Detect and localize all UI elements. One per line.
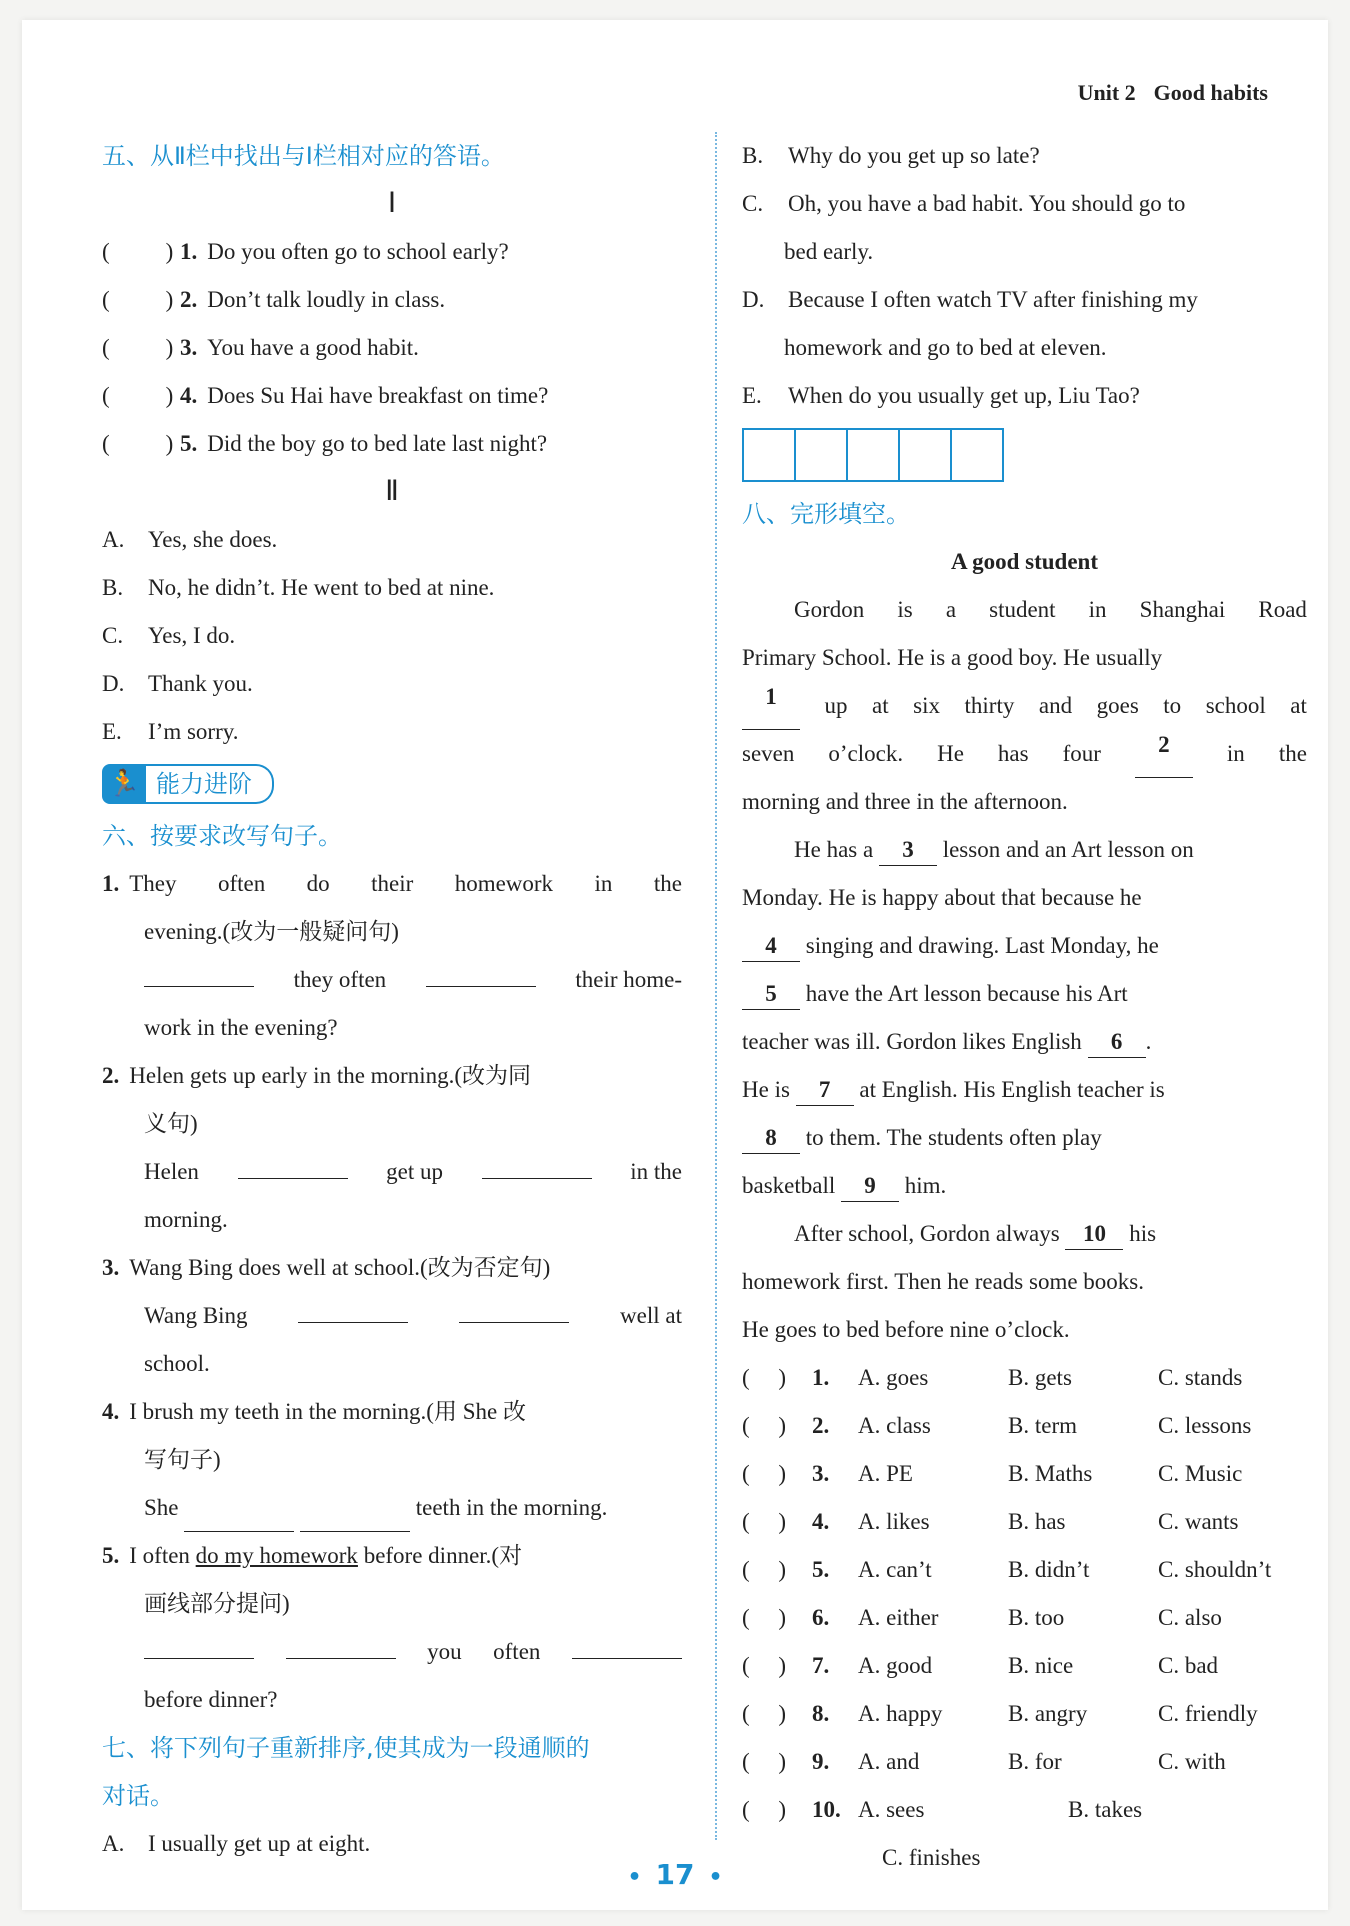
fill-blank[interactable]: [572, 1628, 682, 1659]
answer-blank[interactable]: ( ): [742, 1557, 787, 1582]
page-number: • 17 •: [627, 1858, 723, 1891]
section-5-title: 五、从Ⅱ栏中找出与Ⅰ栏相对应的答语。: [102, 142, 505, 170]
left-column: [102, 132, 682, 1868]
choice-row-cont: C. finishes: [882, 1845, 981, 1870]
section-7-title-cont: 对话。: [102, 1782, 174, 1810]
order-box[interactable]: [952, 428, 1004, 482]
gap-10[interactable]: 10: [1065, 1219, 1123, 1250]
answer-option: A. Yes, she does.: [102, 527, 278, 552]
answer-line: work in the evening?: [144, 1015, 338, 1040]
story-paragraph-2: He has a 3 lesson and an Art lesson on Monday. He is happy about that because he 4 singing and drawing. Last Monday, he 5 have the Art lesson because his Art teacher was ill. Gordon likes English 6 . He is 7 at English. His English teacher is 8 to them. The students often play basketball 9 him.: [742, 826, 1307, 1210]
question-line: 3. Wang Bing does well at school.(改为否定句): [102, 1255, 551, 1280]
unit-title: Good habits: [1153, 80, 1268, 105]
story-title: A good student: [951, 549, 1098, 574]
gap-8[interactable]: 8: [742, 1123, 800, 1154]
matching-item: ( ) 1. Do you often go to school early?: [102, 228, 682, 276]
fill-blank[interactable]: [300, 1501, 410, 1532]
answer-line: She teeth in the morning.: [102, 1484, 682, 1532]
answer-blank[interactable]: ( ): [742, 1701, 787, 1726]
order-box[interactable]: [900, 428, 952, 482]
order-answer-boxes: [742, 420, 1307, 490]
question-line: 写句子): [144, 1447, 221, 1472]
column-1-label: Ⅰ: [387, 188, 397, 219]
question-line: 2. Helen gets up early in the morning.(改为同: [102, 1063, 532, 1088]
choice-row: ( ) 2. A. class B. term C. lessons: [742, 1402, 1307, 1450]
gap-2[interactable]: 2: [1135, 730, 1193, 778]
ability-label: 能力进阶: [146, 764, 274, 804]
column-2-label: Ⅱ: [385, 476, 399, 507]
gap-7[interactable]: 7: [796, 1075, 854, 1106]
answer-line: you often: [102, 1628, 682, 1676]
dialogue-option-cont: bed early.: [784, 239, 874, 264]
answer-blank[interactable]: ( ): [102, 431, 174, 456]
answer-line: morning.: [144, 1207, 228, 1232]
fill-blank[interactable]: [286, 1628, 396, 1659]
dialogue-option: C. Oh, you have a bad habit. You should go to: [742, 191, 1186, 216]
answer-blank[interactable]: ( ): [742, 1461, 787, 1486]
choice-row: ( ) 5. A. can’t B. didn’t C. shouldn’t: [742, 1546, 1307, 1594]
dialogue-option: A. I usually get up at eight.: [102, 1831, 371, 1856]
fill-blank[interactable]: [459, 1292, 569, 1323]
dialogue-option: D. Because I often watch TV after finishing my: [742, 287, 1198, 312]
answer-blank[interactable]: ( ): [742, 1509, 787, 1534]
answer-option: C. Yes, I do.: [102, 623, 236, 648]
choice-row: ( ) 9. A. and B. for C. with: [742, 1738, 1307, 1786]
fill-blank[interactable]: [426, 956, 536, 987]
matching-item: ( ) 4. Does Su Hai have breakfast on time?: [102, 372, 682, 420]
gap-5[interactable]: 5: [742, 979, 800, 1010]
gap-1[interactable]: 1: [742, 682, 800, 730]
dialogue-option: B. Why do you get up so late?: [742, 143, 1040, 168]
dialogue-option-cont: homework and go to bed at eleven.: [784, 335, 1107, 360]
column-divider: [715, 132, 717, 1840]
question-line: 义句): [144, 1111, 198, 1136]
answer-line: Wang Bing well at: [102, 1292, 682, 1340]
choice-row: ( ) 10. A. sees B. takes: [742, 1786, 1307, 1834]
choice-row: ( ) 7. A. good B. nice C. bad: [742, 1642, 1307, 1690]
dialogue-option: E. When do you usually get up, Liu Tao?: [742, 383, 1140, 408]
answer-blank[interactable]: ( ): [102, 383, 174, 408]
order-box[interactable]: [796, 428, 848, 482]
underlined-phrase: do my homework: [195, 1543, 358, 1568]
choice-row: ( ) 1. A. goes B. gets C. stands: [742, 1354, 1307, 1402]
section-7-title: 七、将下列句子重新排序,使其成为一段通顺的: [102, 1734, 590, 1762]
answer-option: E. I’m sorry.: [102, 719, 239, 744]
section-6-title: 六、按要求改写句子。: [102, 822, 342, 850]
fill-blank[interactable]: [238, 1148, 348, 1179]
gap-3[interactable]: 3: [879, 835, 937, 866]
answer-line: school.: [144, 1351, 210, 1376]
matching-item: ( ) 3. You have a good habit.: [102, 324, 682, 372]
page-header: [1078, 80, 1268, 106]
answer-blank[interactable]: ( ): [742, 1653, 787, 1678]
answer-blank[interactable]: ( ): [742, 1749, 787, 1774]
fill-blank[interactable]: [482, 1148, 592, 1179]
order-box[interactable]: [848, 428, 900, 482]
unit-label: Unit 2: [1077, 80, 1136, 105]
story-paragraph-1: Gordon is a student in Shanghai Road Primary School. He is a good boy. He usually 1 up at six thirty and goes to school at seven o’clock. He has four 2 in the morning and three in the afternoon.: [742, 597, 1307, 814]
answer-blank[interactable]: ( ): [742, 1365, 787, 1390]
answer-option: B. No, he didn’t. He went to bed at nine.: [102, 575, 495, 600]
run-icon: 🏃: [102, 764, 146, 804]
fill-blank[interactable]: [184, 1501, 294, 1532]
choice-row: ( ) 6. A. either B. too C. also: [742, 1594, 1307, 1642]
question-line: 4. I brush my teeth in the morning.(用 She 改: [102, 1399, 526, 1424]
matching-item: ( ) 2. Don’t talk loudly in class.: [102, 276, 682, 324]
ability-banner: [102, 756, 682, 812]
answer-blank[interactable]: ( ): [102, 239, 174, 264]
order-box[interactable]: [742, 428, 796, 482]
answer-line: Helen get up in the: [102, 1148, 682, 1196]
story-paragraph-3: After school, Gordon always 10 his homework first. Then he reads some books. He goes to bed before nine o’clock.: [742, 1221, 1157, 1342]
section-8-title: 八、完形填空。: [742, 500, 910, 528]
answer-blank[interactable]: ( ): [742, 1413, 787, 1438]
question-line: 画线部分提问): [144, 1591, 290, 1616]
answer-blank[interactable]: ( ): [742, 1605, 787, 1630]
question-line: 5. I often do my homework before dinner.(对: [102, 1543, 523, 1568]
question-line: evening.(改为一般疑问句): [144, 919, 399, 944]
question-line: 1. They often do their homework in the: [102, 871, 682, 896]
answer-blank[interactable]: ( ): [102, 287, 174, 312]
answer-line: they often their home-: [102, 956, 682, 1004]
choice-row: ( ) 8. A. happy B. angry C. friendly: [742, 1690, 1307, 1738]
answer-blank[interactable]: ( ): [742, 1797, 787, 1822]
choice-row: ( ) 3. A. PE B. Maths C. Music: [742, 1450, 1307, 1498]
choice-row: ( ) 4. A. likes B. has C. wants: [742, 1498, 1307, 1546]
gap-4[interactable]: 4: [742, 931, 800, 962]
matching-item: ( ) 5. Did the boy go to bed late last night?: [102, 420, 682, 468]
fill-blank[interactable]: [144, 956, 254, 987]
worksheet-page: [22, 20, 1328, 1910]
gap-9[interactable]: 9: [841, 1171, 899, 1202]
right-column: [742, 132, 1307, 1882]
fill-blank[interactable]: [298, 1292, 408, 1323]
answer-line: before dinner?: [144, 1687, 278, 1712]
answer-blank[interactable]: ( ): [102, 335, 174, 360]
answer-option: D. Thank you.: [102, 671, 253, 696]
fill-blank[interactable]: [144, 1628, 254, 1659]
gap-6[interactable]: 6: [1088, 1027, 1146, 1058]
